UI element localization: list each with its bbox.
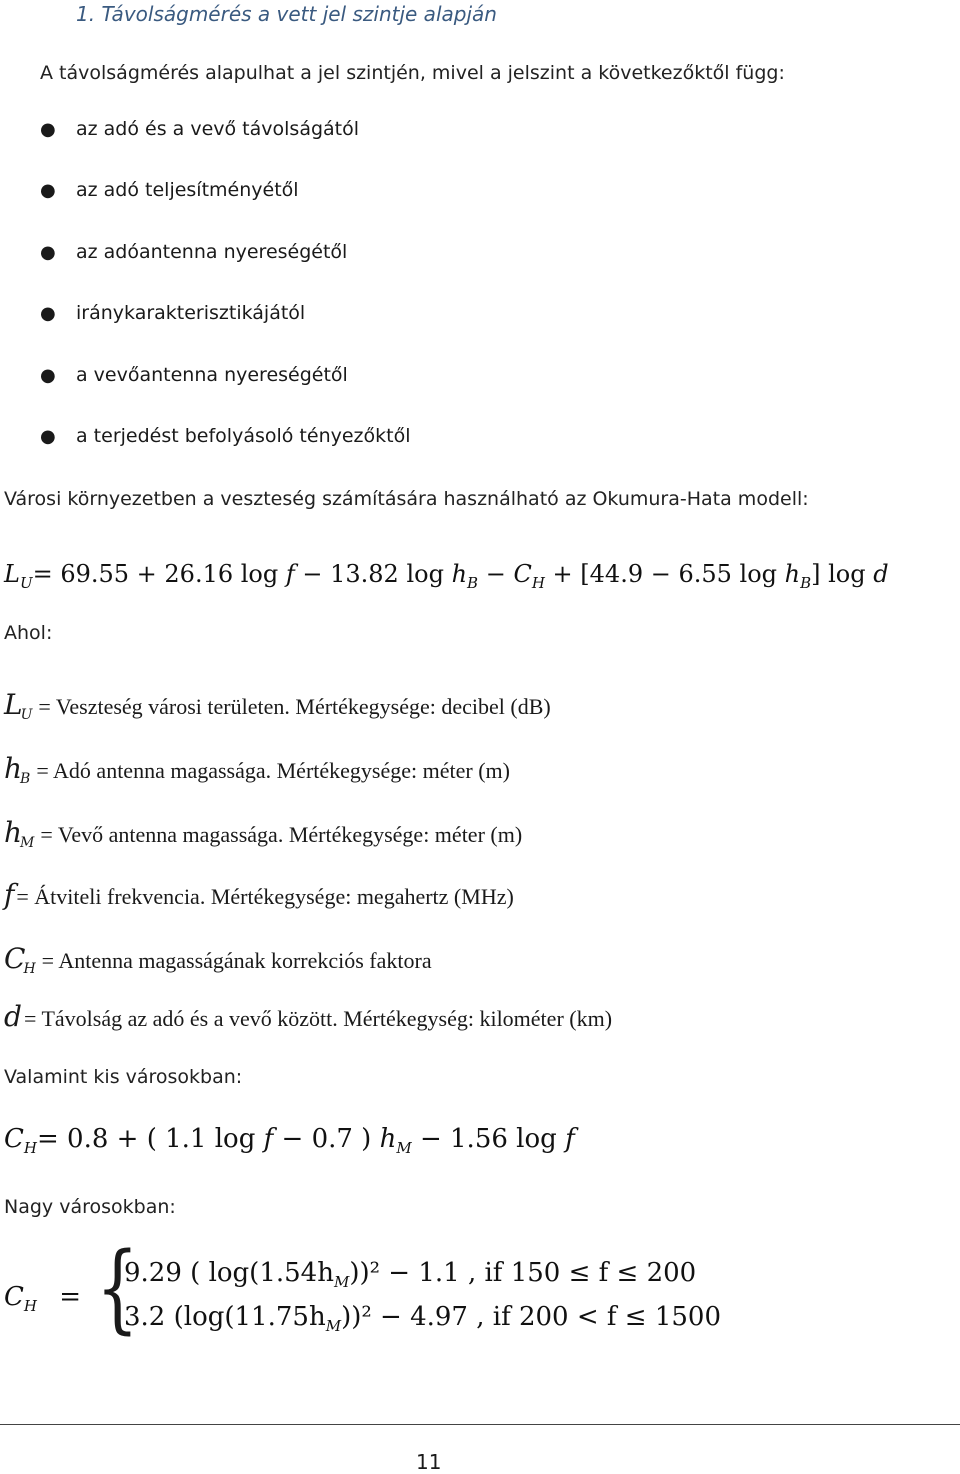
large-city-formula-case-1: 9.29 ( $\log(1.54h_M))^2 - 1.1$ , if 150 ≤ f ≤ 200 <box>124 1258 697 1291</box>
list-item: ● az adóantenna nyereségétől <box>40 240 348 263</box>
intro-paragraph: A távolságmérés alapulhat a jel szintjén, mivel a jelszint a következőktől függ: <box>40 62 785 84</box>
urban-intro: Városi környezetben a veszteség számítására használható az Okumura-Hata modell: <box>4 488 809 510</box>
large-city-formula-lhs: $C_H$ = <box>4 1282 82 1315</box>
where-label: Ahol: <box>4 622 53 644</box>
definition-row: d= Távolság az adó és a vevő között. Mértékegység: kilométer (km) <box>4 1000 613 1033</box>
list-item: ● az adó és a vevő távolságától <box>40 118 360 140</box>
small-cities-label: Valamint kis városokban: <box>4 1066 243 1088</box>
okumura-hata-formula: $L_U= 69.55 + 26.16$ log f − 13.82 $\log h_B - C_H + [44.9 - 6.55$ $\log h_B$] log d <box>4 560 889 592</box>
list-item: ● a vevőantenna nyereségétől <box>40 363 348 386</box>
bullet-icon: ● <box>40 425 56 447</box>
dependency-list <box>40 118 411 486</box>
definition-row: $L_U$ = Veszteség városi területen. Mértékegysége: decibel (dB) <box>4 688 551 724</box>
list-item: ● az adó teljesítményétől <box>40 179 299 202</box>
large-cities-label: Nagy városokban: <box>4 1196 176 1218</box>
page-number: 11 <box>416 1450 442 1474</box>
definition-row: $C_H$ = Antenna magasságának korrekciós faktora <box>4 942 432 978</box>
bullet-icon: ● <box>40 303 56 325</box>
definition-row: f= Átviteli frekvencia. Mértékegysége: megahertz (MHz) <box>4 878 514 911</box>
bullet-icon: ● <box>40 180 56 202</box>
bullet-icon: ● <box>40 364 56 386</box>
definition-row: $h_M$ = Vevő antenna magassága. Mértékegysége: méter (m) <box>4 816 523 852</box>
footer-divider <box>0 1424 960 1425</box>
list-item: ● a terjedést befolyásoló tényezőktől <box>40 424 411 447</box>
large-city-formula-case-2: 3.2 $(\log(11.75h_M))^2 - 4.97$ , if 200 < f ≤ 1500 <box>124 1302 722 1335</box>
bullet-icon: ● <box>40 119 56 140</box>
definition-row: $h_B$ = Adó antenna magassága. Mértékegysége: méter (m) <box>4 752 510 788</box>
section-heading: 1. Távolságmérés a vett jel szintje alapján <box>76 2 497 26</box>
small-city-formula: $C_H= 0.8$ + ( 1.1 log f − 0.7 ) $h_M - 1.56$ log f <box>4 1124 575 1157</box>
list-item: ● iránykarakterisztikájától <box>40 302 306 325</box>
left-brace: { <box>96 1232 139 1344</box>
bullet-icon: ● <box>40 241 56 263</box>
